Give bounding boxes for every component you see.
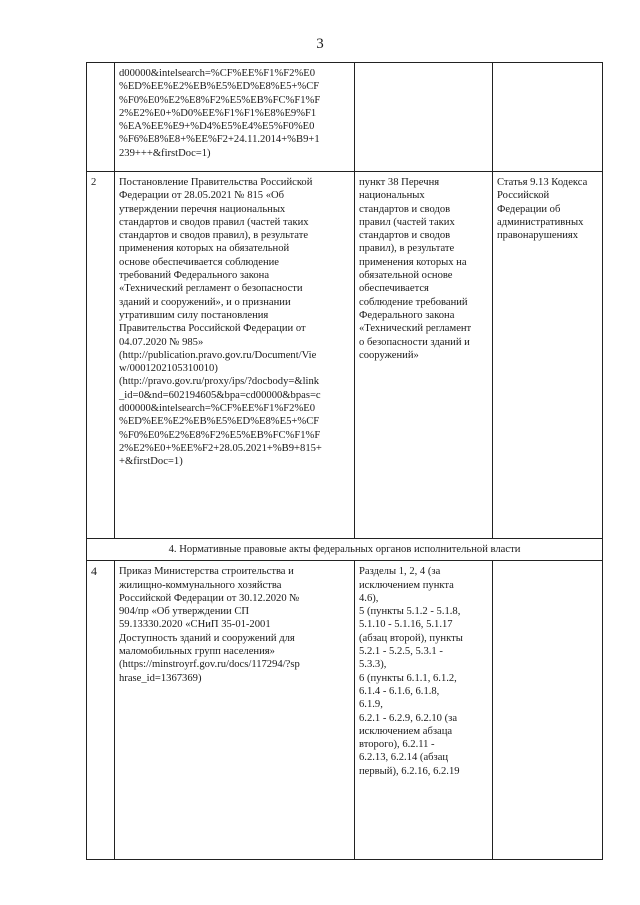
provisions-text: пункт 38 Перечня национальных стандартов и сводов правил (частей таких стандартов и сводов правил), в результате применения которых на обязательной основе обеспечивается соблюдение требований Федерального закона «Технический регламент о безопасности зданий и сооружений»	[359, 177, 472, 361]
document-text: Приказ Министерства строительства и жилищно-коммунального хозяйства Российской Федерации от 30.12.2020 № 904/пр «Об утверждении СП 59.13330.2020 «СНиП 35-01-2001 Доступность зданий и сооружений для маломобильных групп населения» (https://minstroyrf.gov.ru/docs/117294/?sp hrase_id=1367369)	[119, 566, 300, 684]
table-row	[87, 63, 603, 172]
liability-cell	[493, 172, 603, 539]
provisions-cell	[355, 63, 493, 172]
provisions-cell	[355, 172, 493, 539]
section-header-row	[87, 539, 603, 561]
liability-cell	[493, 561, 603, 860]
document-text: Постановление Правительства Российской Федерации от 28.05.2021 № 815 «Об утверждении перечня национальных стандартов и сводов правил (частей таких стандартов и сводов правил), в результате применения которых на обязательной основе обеспечивается соблюдение требований Федерального закона «Технический регламент о безопасности зданий и сооружений», и о признании утратившим силу постановления Правительства Российской Федерации от 04.07.2020 № 985» (http://publication.pravo.gov.ru/Document/Vie w/0001202105310010) (http://pravo.gov.ru/proxy/ips/?docbody=&link _id=0&nd=602194605&bpa=cd00000&bpas=c d00000&intelsearch=%CF%EE%F1%F2%E0 %ED%EE%E2%EB%E5%ED%E8%E5+%CF %F0%E0%E2%E8%F2%E5%EB%FC%F1%F 2%E2%E0+%EE%F2+28.05.2021+%B9+815+ +&firstDoc=1)	[119, 177, 322, 468]
page-number: 3	[316, 36, 324, 52]
table-row	[87, 172, 603, 539]
row-number	[87, 63, 115, 172]
document-cell	[115, 172, 355, 539]
document-cell	[115, 63, 355, 172]
provisions-cell	[355, 561, 493, 860]
liability-cell	[493, 63, 603, 172]
document-text: d00000&intelsearch=%CF%EE%F1%F2%E0 %ED%EE%E2%EB%E5%ED%E8%E5+%CF %F0%E0%E2%E8%F2%E5%EB%FC%F1%F 2%E2%E0+%D0%EE%F1%F1%E8%E9%F1 %EA%EE%E9+%D4%E5%E4%E5%F0%E0 %F6%E8%E8+%EE%F2+24.11.2014+%B9+1 239+++&firstDoc=1)	[119, 68, 321, 159]
provisions-text: Разделы 1, 2, 4 (за исключением пункта 4.6), 5 (пункты 5.1.2 - 5.1.8, 5.1.10 - 5.1.16, 5.1.17 (абзац второй), пункты 5.2.1 - 5.2.5, 5.3.1 - 5.3.3), 6 (пункты 6.1.1, 6.1.2, 6.1.4 - 6.1.6, 6.1.8, 6.1.9, 6.2.1 - 6.2.9, 6.2.10 (за исключением абзаца второго), 6.2.11 - 6.2.13, 6.2.14 (абзац первый), 6.2.16, 6.2.19	[359, 566, 463, 777]
document-cell	[115, 561, 355, 860]
table-row	[87, 561, 603, 860]
liability-text: Статья 9.13 Кодекса Российской Федерации об административных правонарушениях	[497, 177, 588, 242]
section-title: 4. Нормативные правовые акты федеральных органов исполнительной власти	[87, 539, 603, 561]
row-number: 2	[87, 172, 115, 539]
row-number: 4	[87, 561, 115, 860]
regulations-table	[86, 62, 603, 860]
